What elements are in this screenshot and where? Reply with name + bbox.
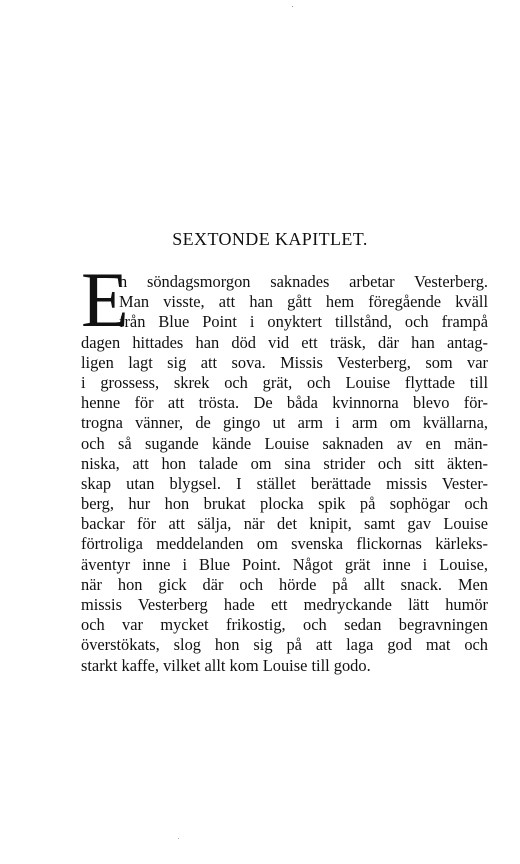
text-line: när hon gick där och hörde på allt snack. Men (81, 574, 488, 594)
text-line: ligen lagt sig att sova. Missis Vesterberg, som var (81, 352, 488, 372)
text-line: Man visste, att han gått hem föregående kväll (119, 292, 488, 312)
text-line: äventyr inne i Blue Point. Något grät inne i Louise, (81, 554, 488, 574)
text-line: överstökats, slog hon sig på att laga god mat och (81, 635, 488, 655)
text-line: förtroliga meddelanden om svenska flickornas kärleks- (81, 534, 488, 554)
text-line: berg, hur hon brukat plocka spik på sophögar och (81, 494, 488, 514)
chapter-title: SEXTONDE KAPITLET. (172, 229, 368, 249)
drop-cap: E (81, 256, 129, 343)
text-line: från Blue Point i onyktert tillstånd, och frampå (119, 312, 488, 332)
text-line: henne för att trösta. De båda kvinnorna blevo för- (81, 393, 488, 413)
text-line: starkt kaffe, vilket allt kom Louise till godo. (81, 655, 371, 675)
speck-mark (292, 6, 293, 7)
text-line: niska, att hon talade om sina strider och sitt äkten- (81, 453, 488, 473)
text-line: och så sugande kände Louise saknaden av en män- (81, 433, 488, 453)
speck-mark (178, 838, 179, 839)
text-line: trogna vänner, de gingo ut arm i arm om kvällarna, (81, 413, 488, 433)
text-line: skap utan blygsel. I stället berättade missis Vester- (81, 473, 488, 493)
text-line: och var mycket frikostig, och sedan begravningen (81, 615, 488, 635)
text-line: missis Vesterberg hade ett medryckande lätt humör (81, 595, 488, 614)
chapter-body (81, 272, 488, 676)
text-line: n söndagsmorgon saknades arbetar Vesterberg. (119, 272, 488, 291)
text-line: dagen hittades han död vid ett träsk, där han antag- (81, 332, 488, 352)
text-line: backar för att sälja, när det knipit, samt gav Louise (81, 514, 488, 534)
text-line: i grossess, skrek och grät, och Louise flyttade till (81, 372, 488, 392)
